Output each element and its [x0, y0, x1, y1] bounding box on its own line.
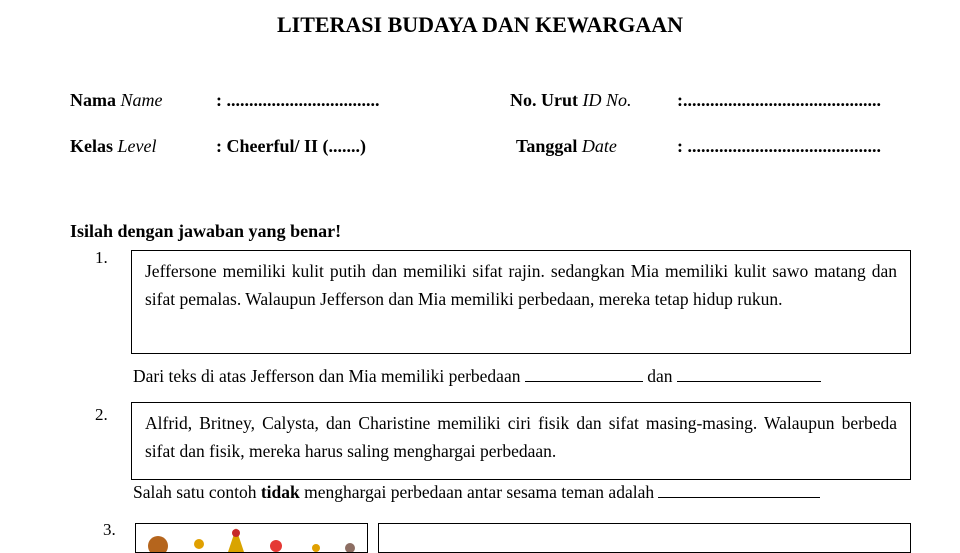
question-3-passage-box — [378, 523, 911, 553]
question-3-image-box — [135, 523, 368, 553]
class-field[interactable]: : Cheerful/ II (.......) — [216, 136, 366, 156]
question-2-answer-blank[interactable] — [658, 483, 820, 498]
question-1-answer-blank-2[interactable] — [677, 367, 821, 382]
question-number-3: 3. — [103, 520, 116, 539]
id-field[interactable]: :............................................ — [677, 90, 881, 110]
illustration-figure-3-head — [232, 529, 240, 537]
date-field[interactable]: : ........................................... — [677, 136, 881, 156]
question-number-1: 1. — [95, 248, 108, 267]
name-label-italic: Name — [120, 90, 163, 110]
name-field[interactable]: : .................................. — [216, 90, 380, 110]
class-label — [70, 136, 156, 157]
question-1-prompt-and: dan — [647, 366, 673, 386]
date-label — [516, 136, 617, 157]
question-3-illustration-icon — [136, 524, 368, 553]
name-label — [70, 90, 163, 111]
illustration-figure-6 — [345, 543, 355, 553]
illustration-figure-5 — [312, 544, 320, 552]
question-1-passage: Jeffersone memiliki kulit putih dan memiliki sifat rajin. sedangkan Mia memiliki kulit sawo matang dan sifat pemalas. Walaupun Jefferson dan Mia memiliki perbedaan, mereka tetap hidup rukun. — [131, 250, 911, 354]
question-2-passage: Alfrid, Britney, Calysta, dan Charistine memiliki ciri fisik dan sifat masing-masing. Walaupun berbeda sifat dan fisik, mereka harus saling menghargai perbedaan. — [131, 402, 911, 480]
question-2-prompt-before: Salah satu contoh — [133, 482, 257, 502]
name-label-bold: Nama — [70, 90, 116, 110]
question-2-prompt — [133, 482, 820, 503]
page-title: LITERASI BUDAYA DAN KEWARGAAN — [276, 12, 684, 37]
illustration-figure-4 — [270, 540, 282, 552]
question-2-prompt-after: menghargai perbedaan antar sesama teman adalah — [304, 482, 655, 502]
question-2-prompt-bold: tidak — [260, 482, 300, 502]
illustration-figure-1 — [148, 536, 168, 553]
instruction: Isilah dengan jawaban yang benar! — [70, 221, 342, 241]
date-label-italic: Date — [581, 136, 617, 156]
question-number-2: 2. — [95, 405, 108, 424]
question-1-prompt — [133, 366, 821, 387]
id-label — [510, 90, 632, 111]
illustration-figure-2 — [194, 539, 204, 549]
question-1-answer-blank-1[interactable] — [525, 367, 643, 382]
question-1-prompt-text: Dari teks di atas Jefferson dan Mia memiliki perbedaan — [133, 366, 521, 386]
id-label-bold: No. Urut — [510, 90, 578, 110]
date-label-bold: Tanggal — [516, 136, 578, 156]
id-label-italic: ID No. — [582, 90, 632, 110]
class-label-italic: Level — [117, 136, 157, 156]
class-label-bold: Kelas — [70, 136, 113, 156]
